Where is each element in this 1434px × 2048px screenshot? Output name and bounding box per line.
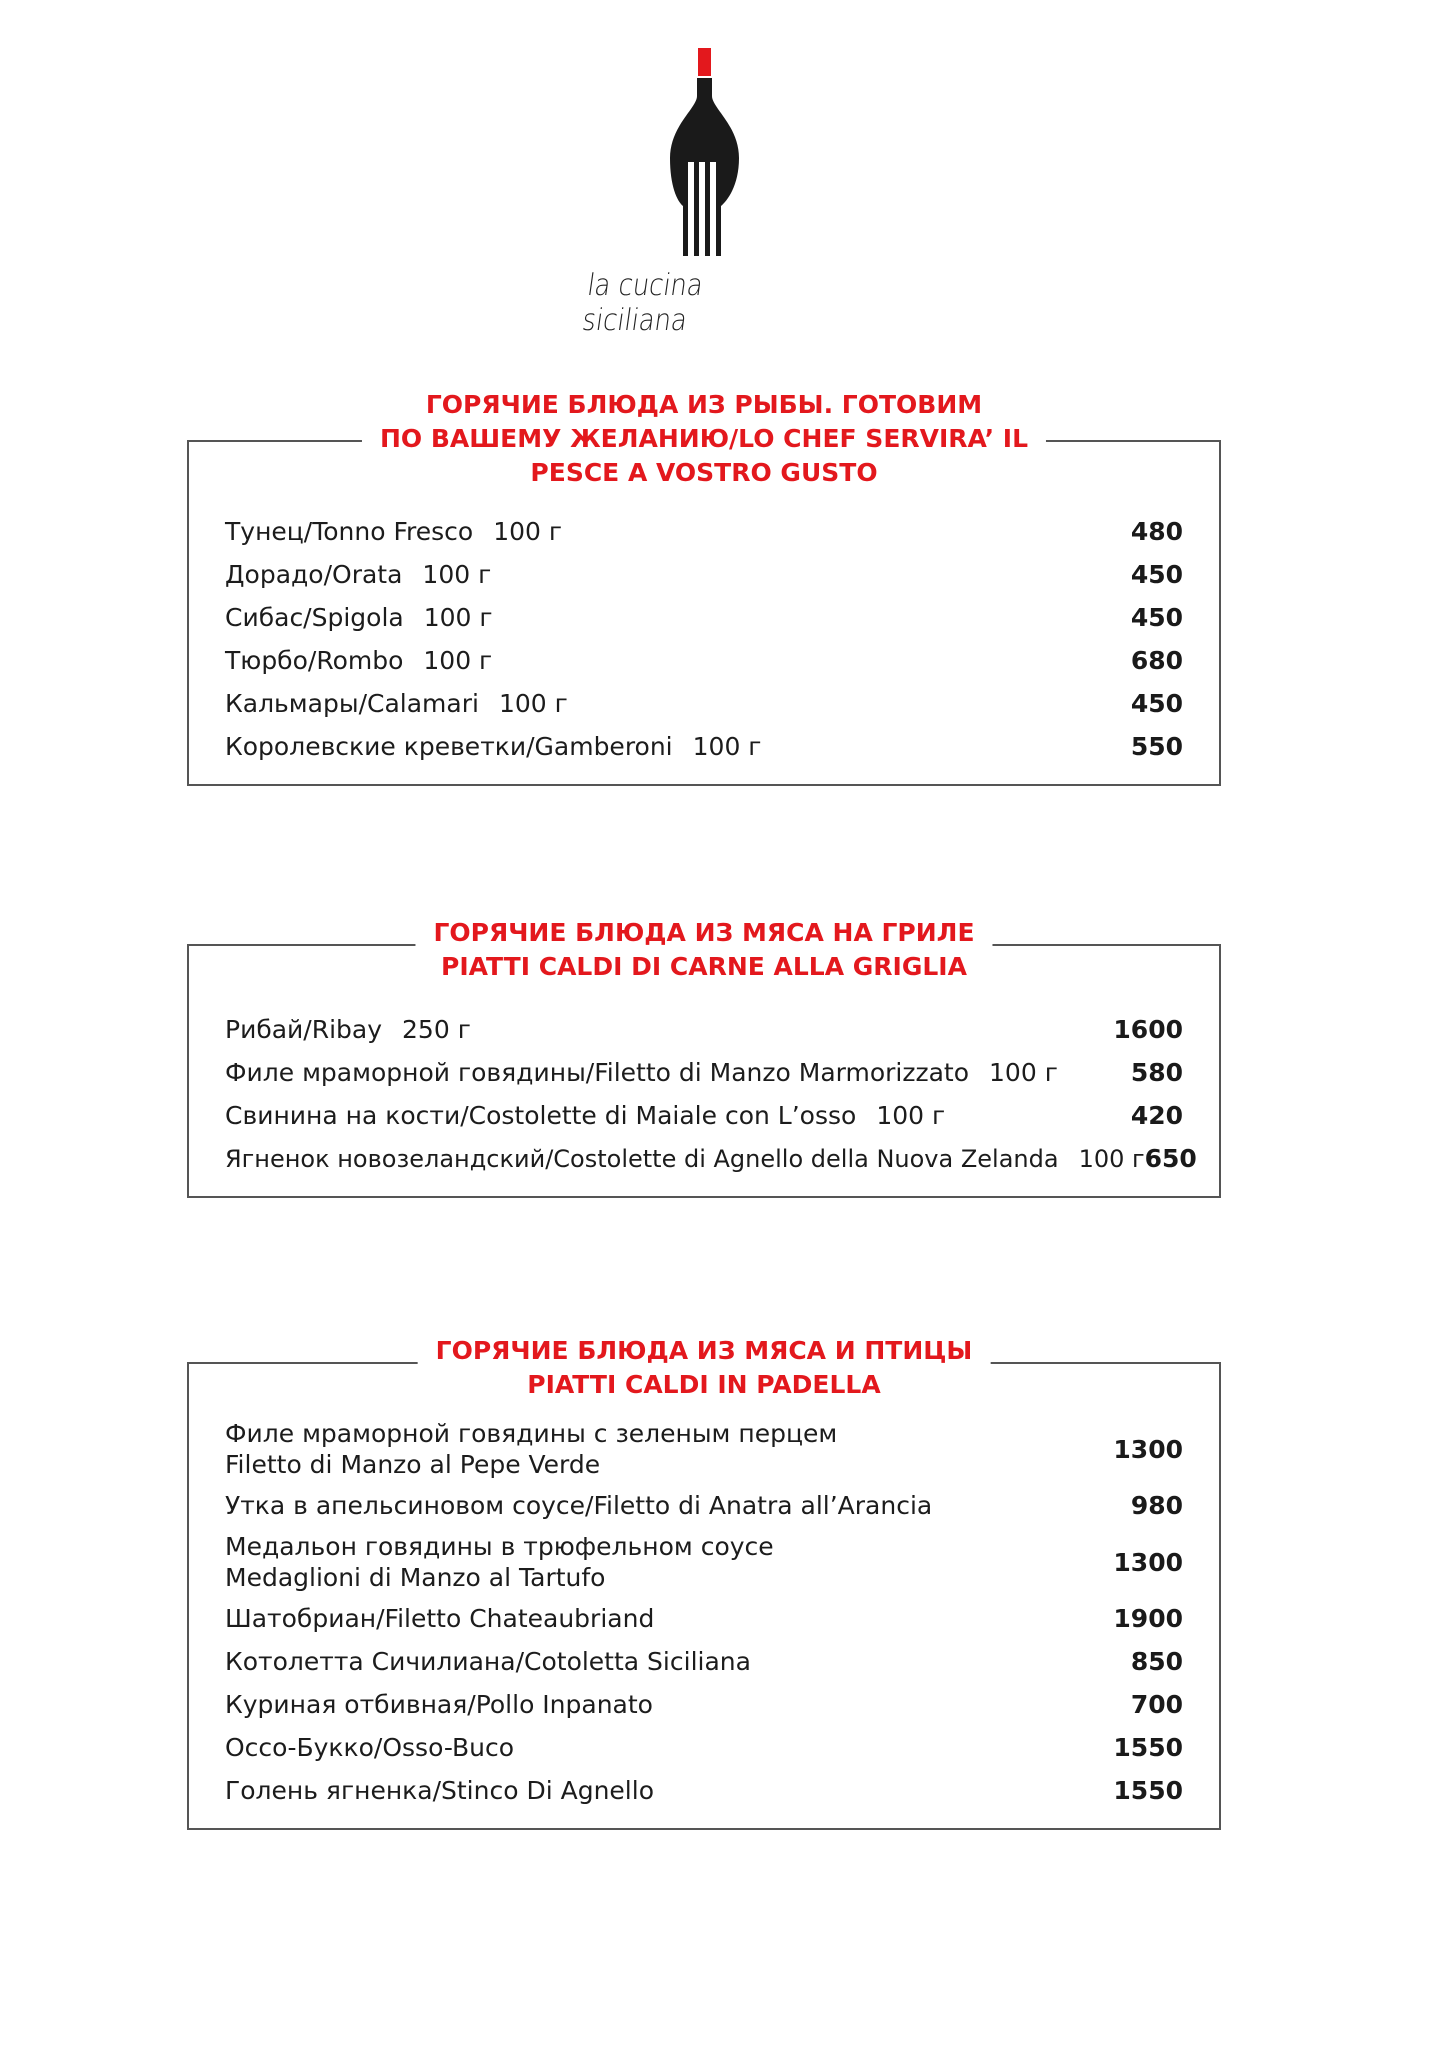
item-name: Котолетта Сичилиана/Cotoletta Siciliana: [225, 1646, 751, 1676]
item-name: Шатобриан/Filetto Chateaubriand: [225, 1603, 655, 1633]
menu-item: [225, 1683, 1183, 1726]
item-weight: 100 г: [989, 1057, 1058, 1087]
menu-item: [225, 1769, 1183, 1812]
item-weight: 100 г: [423, 645, 493, 675]
item-name: Тунец/Tonno Fresco: [225, 516, 474, 546]
item-price: 1550: [1113, 1776, 1183, 1805]
item-price: 700: [1130, 1690, 1183, 1719]
fork-bottle-logo-icon: [665, 46, 745, 261]
menu-item: [225, 1484, 1183, 1527]
logo: [0, 0, 1434, 338]
item-name: Кальмары/Calamari: [225, 688, 479, 718]
item-weight: 100 г: [422, 559, 492, 589]
item-name: Утка в апельсиновом соусе/Filetto di Anatra all’Arancia: [225, 1490, 933, 1520]
item-name: Свинина на кости/Costolette di Maiale con L’osso: [225, 1100, 857, 1130]
item-price: 850: [1130, 1647, 1183, 1676]
item-weight: 100 г: [692, 731, 762, 761]
item-weight: 100 г: [498, 688, 568, 718]
menu-items: [225, 1414, 1183, 1812]
item-name-it: Filetto di Manzo al Pepe Verde: [225, 1450, 601, 1479]
item-weight: 100 г: [1078, 1144, 1145, 1173]
item-name-ru: Медальон говядины в трюфельном соусе: [225, 1532, 774, 1561]
item-name: Голень ягненка/Stinco Di Agnello: [225, 1775, 654, 1805]
menu-item: [225, 553, 1183, 596]
menu-item: [225, 1137, 1197, 1180]
item-name: Ягненок новозеландский/Costolette di Agnello della Nuova Zelanda: [225, 1144, 1059, 1173]
menu-item: [225, 596, 1183, 639]
section-fish: [187, 390, 1221, 786]
item-price: 650: [1144, 1144, 1197, 1173]
item-name: Рибай/Ribay: [225, 1014, 383, 1044]
item-price: 680: [1130, 646, 1183, 675]
menu-items: [225, 1008, 1197, 1180]
section-pan: [187, 1336, 1221, 1830]
section-grill: [187, 918, 1221, 1198]
menu-item: [225, 1597, 1183, 1640]
item-price: 450: [1130, 603, 1183, 632]
brand-name: la cucina siciliana: [580, 268, 706, 338]
item-name: Сибас/Spigola: [225, 602, 404, 632]
menu-item: [225, 725, 1183, 768]
item-price: 1300: [1113, 1547, 1183, 1577]
item-name: Куриная отбивная/Pollo Inpanato: [225, 1689, 653, 1719]
section-title: ГОРЯЧИЕ БЛЮДА ИЗ МЯСА НА ГРИЛЕ PIATTI CALDI DI CARNE ALLA GRIGLIA: [415, 916, 992, 984]
menu-item: [225, 1414, 1183, 1484]
item-price: 1550: [1113, 1733, 1183, 1762]
item-price: 1900: [1113, 1604, 1183, 1633]
item-price: 450: [1130, 689, 1183, 718]
menu-item: [225, 682, 1183, 725]
item-name: Оссо-Букко/Osso-Buco: [225, 1732, 515, 1762]
item-name: Королевские креветки/Gamberoni: [225, 731, 673, 761]
item-price: 480: [1130, 517, 1183, 546]
item-price: 1300: [1113, 1434, 1183, 1464]
menu-item: [225, 1527, 1183, 1597]
item-name: Филе мраморной говядины/Filetto di Manzo Marmorizzato: [225, 1057, 970, 1087]
item-weight: 100 г: [876, 1100, 946, 1130]
menu-item: [225, 510, 1183, 553]
item-weight: 250 г: [402, 1014, 471, 1044]
item-name: Дорадо/Orata: [225, 559, 403, 589]
item-name-ru: Филе мраморной говядины с зеленым перцем: [225, 1419, 838, 1448]
menu-item: [225, 1726, 1183, 1769]
menu-item: [225, 1640, 1183, 1683]
item-name: Тюрбо/Rombo: [225, 645, 404, 675]
item-name-it: Medaglioni di Manzo al Tartufo: [225, 1563, 606, 1592]
menu-item: [225, 1094, 1183, 1137]
item-price: 550: [1130, 732, 1183, 761]
section-title: ГОРЯЧИЕ БЛЮДА ИЗ РЫБЫ. ГОТОВИМ ПО ВАШЕМУ ЖЕЛАНИЮ/LO CHEF SERVIRA’ IL PESCE A VOSTRO GUSTO: [362, 388, 1046, 490]
menu-item: [225, 1008, 1183, 1051]
item-weight: 100 г: [423, 602, 493, 632]
item-price: 580: [1130, 1058, 1183, 1087]
menu-items: [225, 510, 1183, 768]
section-title: ГОРЯЧИЕ БЛЮДА ИЗ МЯСА И ПТИЦЫ PIATTI CALDI IN PADELLA: [418, 1334, 991, 1402]
menu-item: [225, 639, 1183, 682]
item-price: 1600: [1113, 1015, 1183, 1044]
item-weight: 100 г: [493, 516, 563, 546]
item-price: 420: [1130, 1101, 1183, 1130]
item-price: 450: [1130, 560, 1183, 589]
menu-item: [225, 1051, 1183, 1094]
item-price: 980: [1130, 1491, 1183, 1520]
